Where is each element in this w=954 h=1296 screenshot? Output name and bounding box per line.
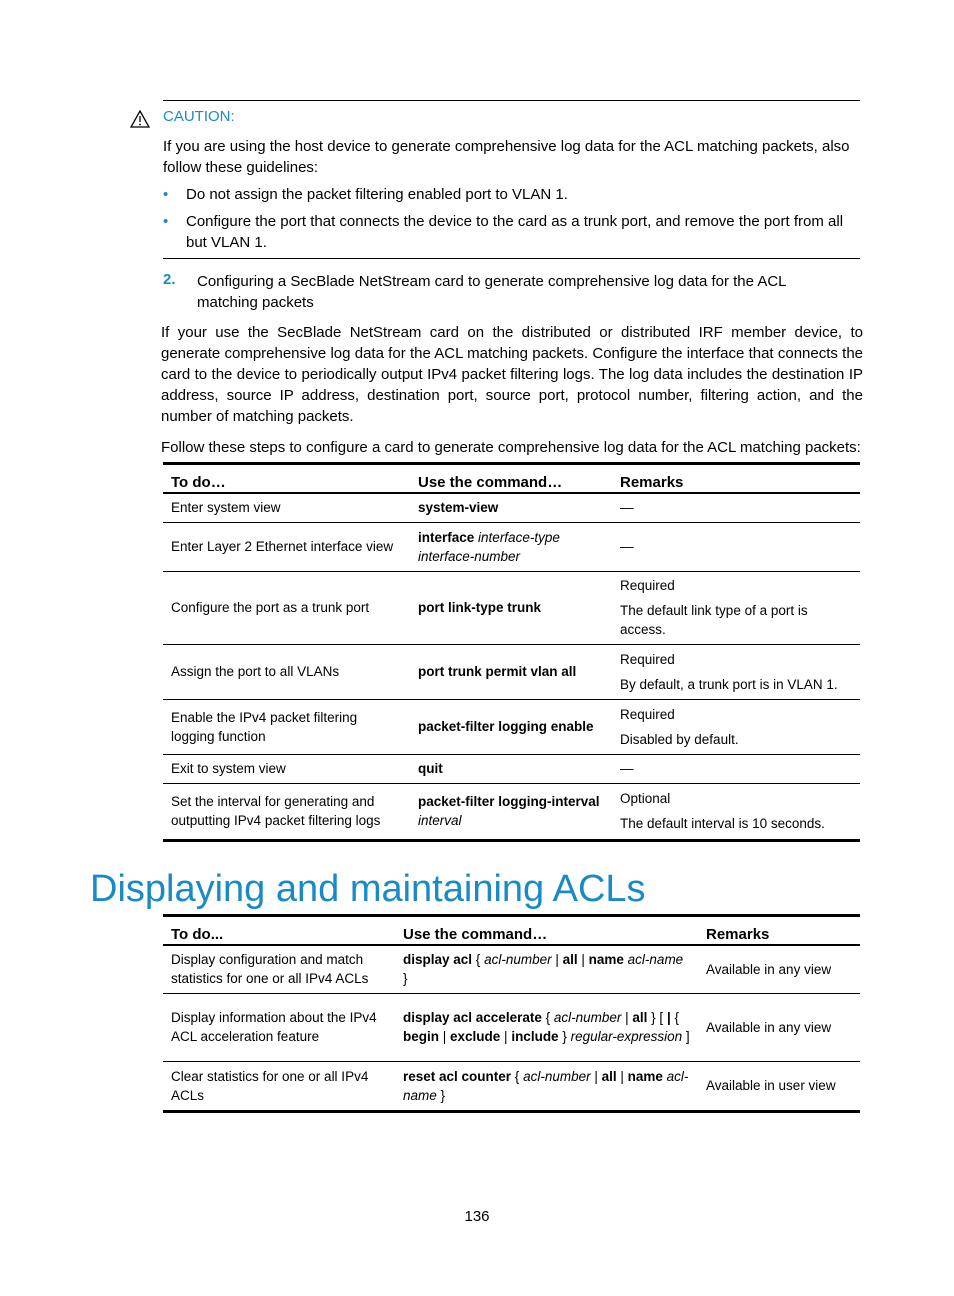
command-syntax: | — [551, 952, 563, 968]
command-cell — [410, 754, 612, 783]
table-row — [163, 699, 860, 754]
command-keyword: name — [588, 952, 624, 968]
table-header-row — [163, 464, 860, 494]
bullet-text: Configure the port that connects the device to the card as a trunk port, and remove the port from all but VLAN 1. — [186, 213, 844, 251]
command-syntax: | — [590, 1068, 602, 1084]
todo-cell: Assign the port to all VLANs — [163, 644, 410, 699]
command-syntax: } [ — [647, 1010, 667, 1025]
caution-bullet — [163, 211, 860, 253]
command-syntax: | — [577, 952, 589, 968]
command-syntax: { — [511, 1068, 524, 1084]
command-keyword: display acl accelerate — [403, 1010, 542, 1025]
column-header: Use the command… — [410, 464, 612, 494]
table-row — [163, 993, 860, 1061]
remark-text: Required — [620, 651, 675, 667]
command-cell — [410, 522, 612, 571]
command-syntax: | — [621, 1010, 633, 1025]
column-header: To do… — [163, 464, 410, 494]
remark-text: Disabled by default. — [620, 731, 739, 747]
column-header: Use the command… — [395, 916, 698, 946]
column-header: Remarks — [612, 464, 860, 494]
bullet-dot-icon: • — [163, 213, 169, 230]
command-keyword: all — [632, 1010, 648, 1025]
remarks-cell — [612, 493, 860, 522]
command-keyword: name — [627, 1068, 663, 1084]
remarks-cell — [612, 522, 860, 571]
todo-cell: Set the interval for generating and outputting IPv4 packet filtering logs — [163, 783, 410, 840]
command-keyword: packet-filter logging enable — [418, 719, 594, 734]
remarks-cell: Available in any view — [698, 993, 860, 1061]
remark-text: — — [620, 500, 634, 516]
command-argument: acl-number — [484, 952, 552, 968]
remarks-cell — [612, 644, 860, 699]
table-header-row — [163, 916, 860, 946]
body-paragraph: If your use the SecBlade NetStream card on the distributed or distributed IRF member device, to generate comprehensive log data for the ACL matching packets. Configure the interface that connects the card to the device to periodically output IPv4 packet filtering logs. The log data includes the destination IP address, source IP address, destination port, source port, protocol number, filtering action, and the number of matching packets. — [161, 324, 863, 425]
command-argument: regular-expression — [570, 1029, 683, 1044]
remarks-cell — [612, 754, 860, 783]
command-argument: acl-number — [553, 1010, 622, 1025]
config-steps-table — [163, 462, 860, 842]
command-argument: acl-name — [623, 952, 684, 968]
remark-text: The default link type of a port is access. — [620, 603, 808, 637]
remarks-cell — [612, 571, 860, 644]
caution-label: CAUTION: — [163, 108, 235, 125]
body-paragraph: Follow these steps to configure a card to generate comprehensive log data for the ACL matching packets: — [161, 439, 861, 456]
table-row — [163, 522, 860, 571]
step-number: 2. — [163, 271, 176, 288]
command-syntax: { — [541, 1010, 554, 1025]
caution-top-rule — [163, 100, 860, 101]
command-syntax: | — [439, 1029, 451, 1044]
todo-cell: Enter system view — [163, 493, 410, 522]
table-row — [163, 945, 860, 993]
command-argument: interface-type interface-number — [418, 529, 560, 564]
display-commands-table — [163, 914, 860, 1113]
column-header: Remarks — [698, 916, 860, 946]
command-keyword: | — [666, 1010, 671, 1025]
warning-triangle-icon — [130, 110, 150, 128]
column-header: To do... — [163, 916, 395, 946]
command-keyword: packet-filter logging-interval — [418, 794, 600, 809]
command-keyword: port trunk permit vlan all — [418, 664, 577, 679]
command-keyword: quit — [418, 761, 443, 776]
todo-cell: Display information about the IPv4 ACL acceleration feature — [163, 993, 395, 1061]
table-row — [163, 571, 860, 644]
remark-text: Required — [620, 706, 675, 722]
command-cell — [395, 945, 698, 993]
command-cell — [410, 783, 612, 840]
remarks-cell — [612, 783, 860, 840]
remark-text: — — [620, 761, 634, 776]
table-row — [163, 493, 860, 522]
remark-text: Required — [620, 578, 675, 593]
command-argument: interval — [418, 813, 462, 828]
command-argument: acl-number — [523, 1068, 591, 1084]
command-syntax: | — [616, 1068, 628, 1084]
command-syntax: ] — [682, 1029, 690, 1044]
remark-text: — — [620, 539, 634, 554]
command-argument: acl-name — [403, 1068, 689, 1103]
command-cell — [410, 699, 612, 754]
command-cell — [410, 571, 612, 644]
todo-cell: Configure the port as a trunk port — [163, 571, 410, 644]
command-syntax: { — [472, 952, 485, 968]
table-row — [163, 1061, 860, 1111]
table-row — [163, 644, 860, 699]
table-row — [163, 754, 860, 783]
remarks-cell: Available in user view — [698, 1061, 860, 1111]
command-keyword: include — [511, 1029, 559, 1044]
caution-intro: If you are using the host device to generate comprehensive log data for the ACL matching packets, also follow these guidelines: — [163, 138, 850, 176]
table-row — [163, 783, 860, 840]
todo-cell: Display configuration and match statistics for one or all IPv4 ACLs — [163, 945, 395, 993]
remarks-cell: Available in any view — [698, 945, 860, 993]
command-syntax: | — [500, 1029, 512, 1044]
bullet-text: Do not assign the packet filtering enabled port to VLAN 1. — [186, 186, 568, 203]
command-keyword: system-view — [418, 500, 499, 516]
command-keyword: all — [562, 952, 578, 968]
command-keyword: display acl — [403, 952, 473, 968]
command-syntax: } — [436, 1087, 446, 1103]
remarks-cell — [612, 699, 860, 754]
remark-text: Optional — [620, 791, 671, 806]
caution-bottom-rule — [163, 258, 860, 259]
command-syntax: } — [403, 971, 408, 987]
command-cell — [410, 493, 612, 522]
bullet-dot-icon: • — [163, 186, 169, 203]
command-cell — [395, 1061, 698, 1111]
page-number: 136 — [464, 1208, 490, 1225]
command-keyword: exclude — [450, 1029, 501, 1044]
todo-cell: Exit to system view — [163, 754, 410, 783]
section-heading: Displaying and maintaining ACLs — [90, 868, 646, 910]
command-keyword: port link-type trunk — [418, 600, 542, 615]
command-keyword: begin — [403, 1029, 439, 1044]
step-title: Configuring a SecBlade NetStream card to generate comprehensive log data for the ACL matching packets — [197, 273, 786, 311]
todo-cell: Enter Layer 2 Ethernet interface view — [163, 522, 410, 571]
command-keyword: all — [601, 1068, 617, 1084]
command-cell — [395, 993, 698, 1061]
command-syntax: { — [670, 1010, 679, 1025]
todo-cell: Clear statistics for one or all IPv4 ACLs — [163, 1061, 395, 1111]
caution-bullet — [163, 184, 860, 205]
command-cell — [410, 644, 612, 699]
command-keyword: reset acl counter — [403, 1068, 512, 1084]
remark-text: The default interval is 10 seconds. — [620, 816, 825, 831]
command-syntax: } — [558, 1029, 571, 1044]
command-keyword: interface — [418, 529, 475, 545]
todo-cell: Enable the IPv4 packet filtering logging function — [163, 699, 410, 754]
remark-text: By default, a trunk port is in VLAN 1. — [620, 676, 838, 692]
